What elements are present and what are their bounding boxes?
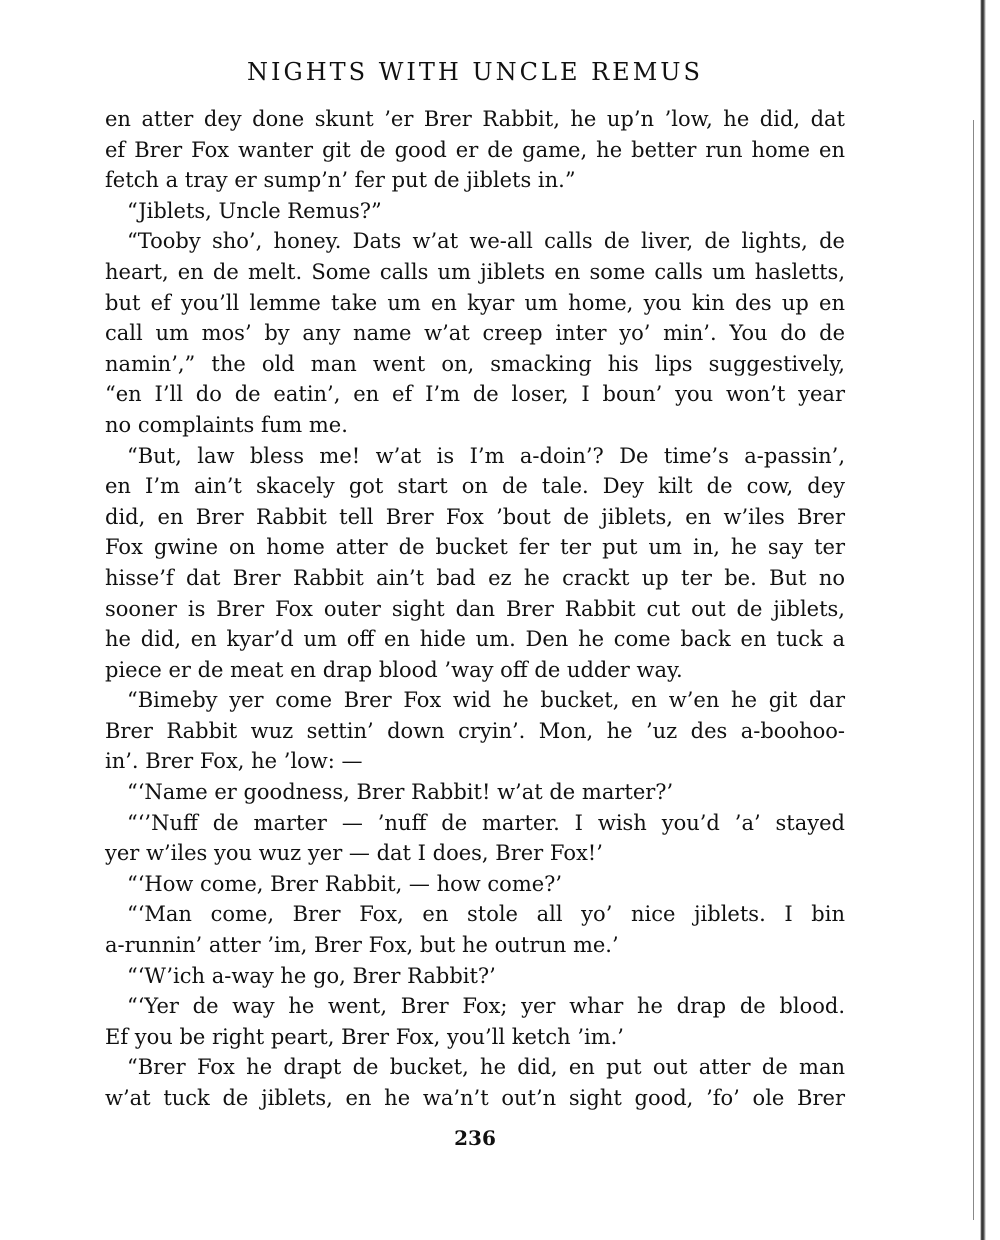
- text-line: “Bimeby yer come Brer Fox wid he bucket, en w’en he git dar: [127, 688, 845, 713]
- text-line: ef Brer Fox wanter git de good er de game, he better run home en: [105, 137, 845, 162]
- text-line: a-runnin’ atter ’im, Brer Fox, but he outrun me.’: [105, 933, 619, 958]
- text-line: call um mos’ by any name w’at creep inter yo’ min’. You do de: [105, 321, 845, 346]
- running-head: NIGHTS WITH UNCLE REMUS: [247, 58, 703, 86]
- text-line: “Jiblets, Uncle Remus?”: [127, 198, 382, 223]
- text-line: hisse’f dat Brer Rabbit ain’t bad ez he crackt up ter be. But no: [105, 565, 845, 590]
- page-edge-shadow: [980, 0, 986, 1240]
- text-line: “‘Name er goodness, Brer Rabbit! w’at de marter?’: [127, 780, 674, 805]
- text-line: “‘How come, Brer Rabbit, — how come?’: [127, 871, 563, 896]
- body-text: [105, 104, 845, 1114]
- text-line: “‘’Nuff de marter — ’nuff de marter. I wish you’d ’a’ stayed: [127, 810, 845, 835]
- text-line: yer w’iles you wuz yer — dat I does, Brer Fox!’: [105, 841, 603, 866]
- text-line: “But, law bless me! w’at is I’m a-doin’? De time’s a-passin’,: [127, 443, 845, 468]
- text-line: but ef you’ll lemme take um en kyar um home, you kin des up en: [105, 290, 845, 315]
- text-line: fetch a tray er sump’n’ fer put de jiblets in.”: [105, 168, 576, 193]
- text-line: piece er de meat en drap blood ’way off de udder way.: [105, 657, 683, 682]
- text-line: did, en Brer Rabbit tell Brer Fox ’bout de jiblets, en w’iles Brer: [105, 504, 845, 529]
- text-line: “Brer Fox he drapt de bucket, he did, en put out atter de man: [127, 1055, 845, 1080]
- text-line: “‘Man come, Brer Fox, en stole all yo’ nice jiblets. I bin: [127, 902, 845, 927]
- text-line: “Tooby sho’, honey. Dats w’at we-all calls de liver, de lights, de: [127, 229, 845, 254]
- text-line: Ef you be right peart, Brer Fox, you’ll ketch ’im.’: [105, 1024, 624, 1049]
- text-line: namin’,” the old man went on, smacking his lips suggestively,: [105, 351, 845, 376]
- text-line: “en I’ll do de eatin’, en ef I’m de loser, I boun’ you won’t year: [105, 382, 845, 407]
- page-number: 236: [454, 1126, 496, 1150]
- text-line: “‘Yer de way he went, Brer Fox; yer whar he drap de blood.: [127, 994, 845, 1019]
- text-line: Fox gwine on home atter de bucket fer ter put um in, he say ter: [105, 535, 845, 560]
- page-edge-line: [973, 120, 974, 1220]
- text-line: in’. Brer Fox, he ’low: —: [105, 749, 363, 774]
- text-line: no complaints fum me.: [105, 412, 348, 437]
- text-line: en atter dey done skunt ’er Brer Rabbit, he up’n ’low, he did, dat: [105, 107, 845, 131]
- text-line: w’at tuck de jiblets, en he wa’n’t out’n sight good, ’fo’ ole Brer: [105, 1086, 845, 1110]
- text-line: he did, en kyar’d um off en hide um. Den he come back en tuck a: [105, 627, 845, 652]
- text-line: sooner is Brer Fox outer sight dan Brer Rabbit cut out de jiblets,: [105, 596, 845, 621]
- text-line: “‘W’ich a-way he go, Brer Rabbit?’: [127, 963, 496, 988]
- text-line: Brer Rabbit wuz settin’ down cryin’. Mon, he ’uz des a-boohoo-: [105, 718, 845, 743]
- text-line: en I’m ain’t skacely got start on de tale. Dey kilt de cow, dey: [105, 474, 845, 499]
- text-line: heart, en de melt. Some calls um jiblets en some calls um hasletts,: [105, 259, 845, 284]
